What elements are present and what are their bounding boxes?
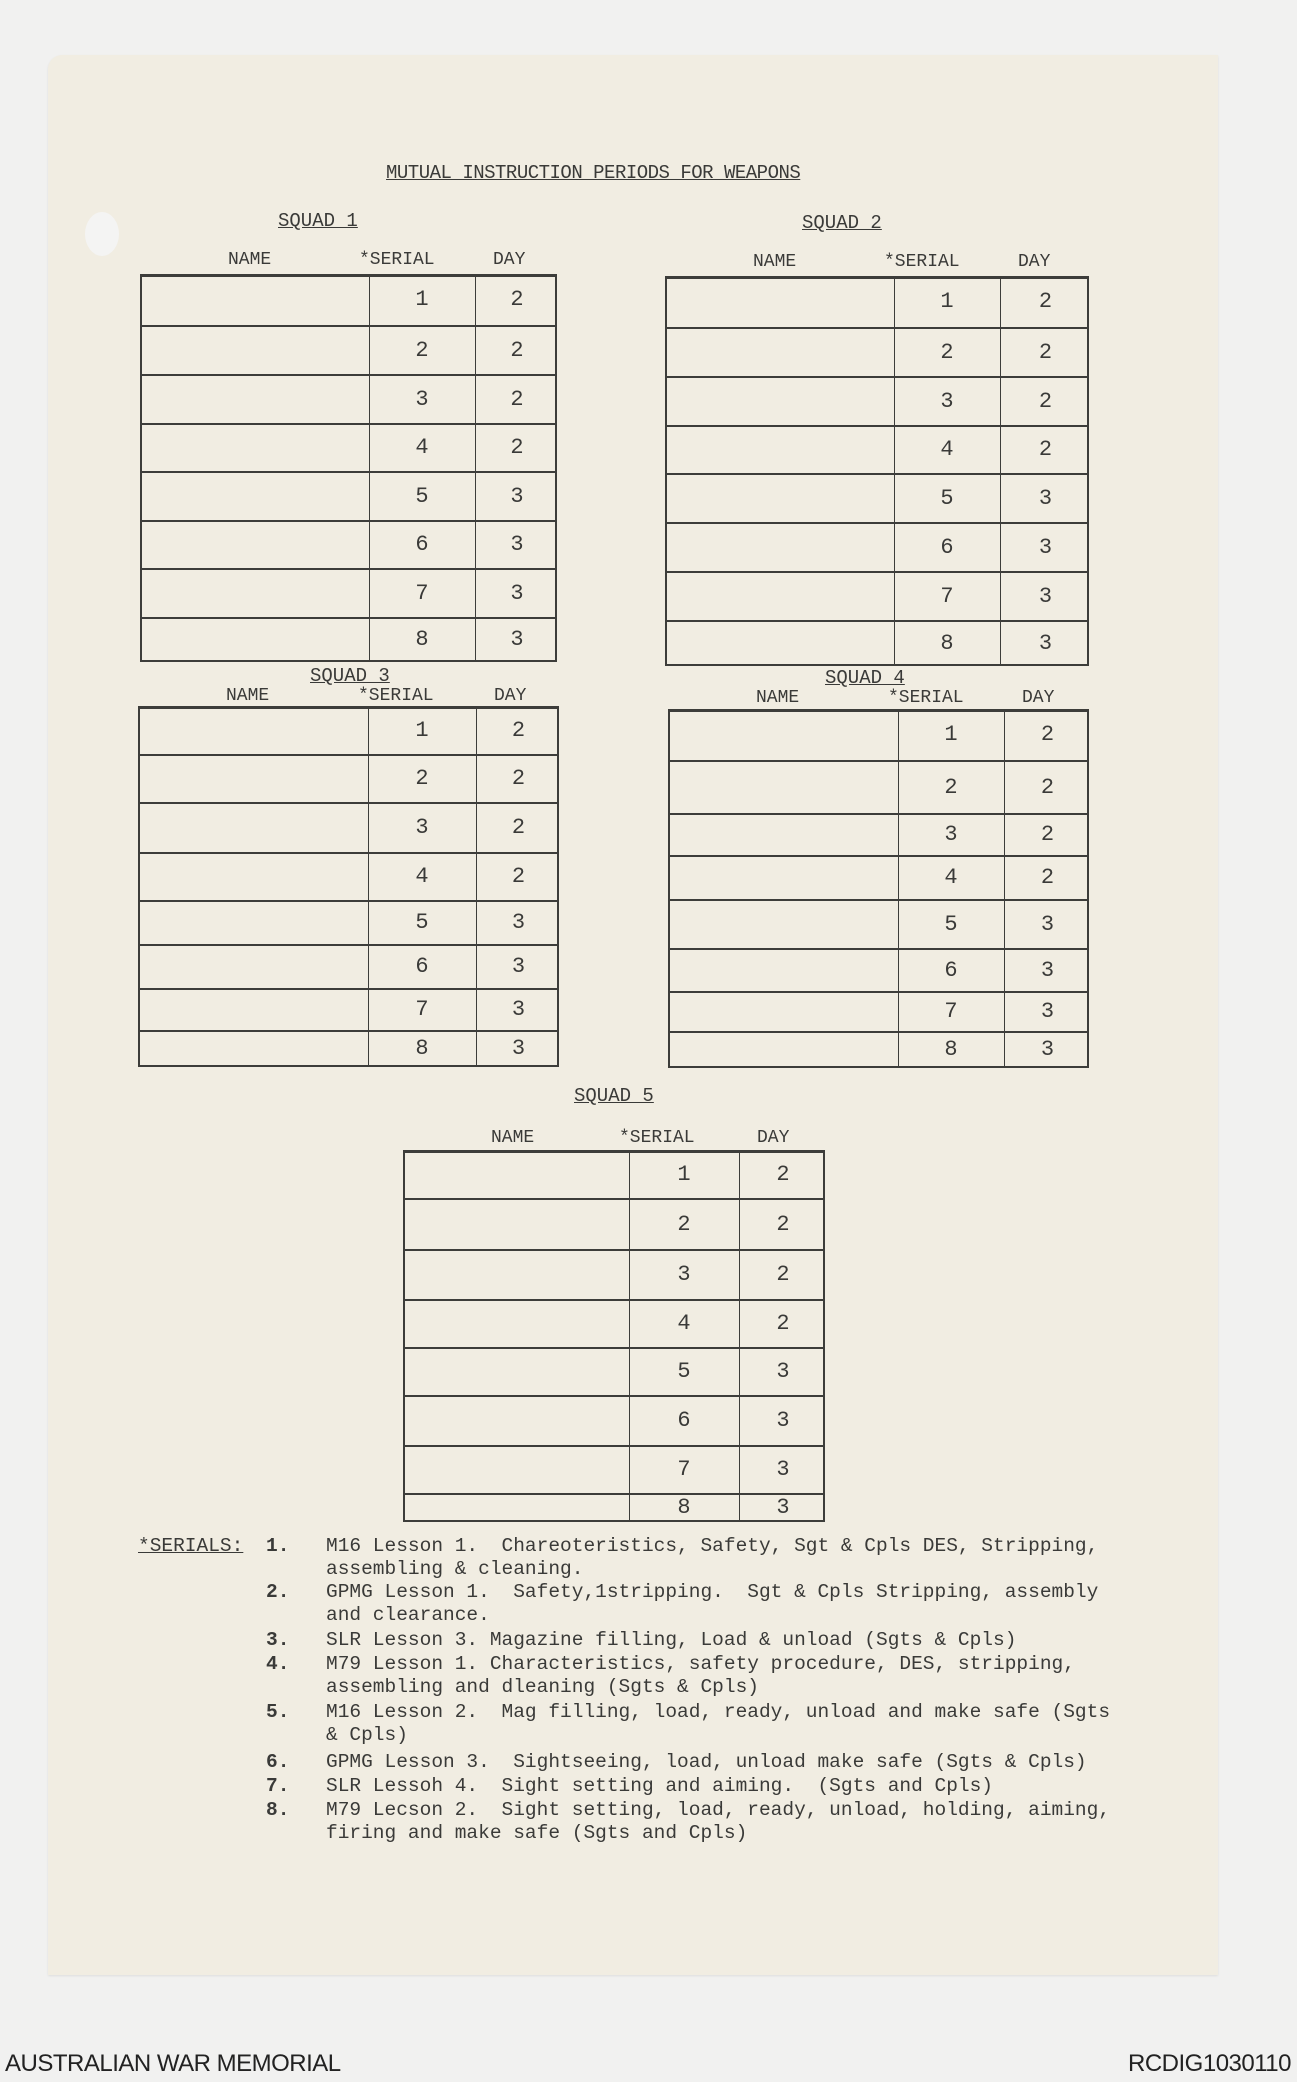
- punch-hole: [85, 212, 119, 256]
- name-cell[interactable]: [667, 573, 894, 622]
- name-cell[interactable]: [140, 756, 368, 804]
- name-cell[interactable]: [142, 522, 369, 570]
- serial-cell: 6: [940, 534, 954, 560]
- serial-description: M79 Lesson 1. Characteristics, safety procedure, DES, stripping, assembling and dleaning (Sgts & Cpls): [326, 1653, 1075, 1698]
- serial-cell: 3: [940, 388, 954, 414]
- day-cell: 3: [511, 910, 526, 935]
- serial-cell: 2: [415, 766, 429, 791]
- day-cell: 3: [776, 1495, 790, 1520]
- table-row: [670, 813, 1087, 857]
- serial-cell: 2: [944, 774, 958, 800]
- column-header-day: DAY: [1018, 252, 1051, 272]
- squad-table: [403, 1150, 825, 1522]
- name-cell[interactable]: [405, 1251, 629, 1301]
- squad-label: SQUAD 1: [278, 210, 358, 232]
- serial-cell: 5: [415, 483, 429, 509]
- table-row: [142, 277, 555, 325]
- footer-institution: AUSTRALIAN WAR MEMORIAL: [5, 2050, 341, 2077]
- serial-cell: 4: [415, 435, 429, 460]
- day-cell: 2: [511, 864, 526, 889]
- day-cell: 2: [510, 287, 524, 312]
- name-cell[interactable]: [142, 619, 369, 663]
- day-cell: 2: [776, 1211, 790, 1237]
- day-cell: 3: [511, 954, 526, 979]
- serial-cell: 6: [677, 1408, 691, 1433]
- name-cell[interactable]: [140, 854, 368, 902]
- serial-cell: 1: [677, 1161, 691, 1187]
- table-row: [405, 1347, 823, 1397]
- day-cell: 3: [510, 483, 524, 509]
- serial-description: M16 Lesson 1. Chareoteristics, Safety, Sgt & Cpls DES, Stripping, assembling & cleaning.: [326, 1535, 1099, 1580]
- name-cell[interactable]: [140, 902, 368, 946]
- day-cell: 2: [510, 435, 524, 460]
- serial-number: 2.: [266, 1581, 290, 1603]
- serial-cell: 4: [677, 1311, 691, 1336]
- day-cell: 2: [511, 815, 526, 840]
- serial-cell: 1: [415, 287, 429, 312]
- table-row: [670, 948, 1087, 993]
- name-cell[interactable]: [142, 376, 369, 425]
- day-cell: 2: [1040, 774, 1055, 800]
- squad-label: SQUAD 2: [802, 212, 882, 234]
- serial-cell: 1: [944, 722, 958, 747]
- column-header-name: NAME: [226, 686, 270, 706]
- serial-cell: 2: [415, 337, 429, 363]
- name-cell[interactable]: [667, 524, 894, 573]
- serial-cell: 7: [677, 1457, 691, 1482]
- name-cell[interactable]: [140, 709, 368, 754]
- serial-cell: 3: [415, 386, 429, 412]
- serial-number: 3.: [266, 1629, 290, 1651]
- serial-cell: 1: [940, 289, 954, 314]
- serial-cell: 8: [415, 627, 429, 652]
- day-cell: 2: [1038, 388, 1053, 414]
- serial-cell: 8: [677, 1495, 691, 1520]
- column-header-name: NAME: [753, 252, 797, 272]
- serial-cell: 1: [415, 717, 429, 743]
- column-header-serial: *SERIAL: [884, 252, 960, 272]
- serial-cell: 5: [677, 1359, 691, 1384]
- table-row: [405, 1445, 823, 1495]
- day-cell: 2: [511, 766, 526, 791]
- serial-cell: 5: [415, 910, 429, 935]
- name-cell[interactable]: [405, 1447, 629, 1495]
- table-row: [140, 852, 557, 902]
- day-cell: 2: [776, 1161, 790, 1187]
- name-cell[interactable]: [667, 279, 894, 327]
- name-cell[interactable]: [140, 946, 368, 990]
- footer-reference: RCDIG1030110: [1128, 2050, 1291, 2077]
- day-cell: 2: [510, 337, 524, 363]
- name-cell[interactable]: [142, 473, 369, 522]
- day-cell: 2: [776, 1262, 790, 1287]
- table-row: [667, 279, 1087, 327]
- table-row: [142, 568, 555, 619]
- day-cell: 3: [510, 532, 524, 557]
- day-cell: 2: [1038, 289, 1053, 314]
- serial-cell: 4: [415, 864, 429, 889]
- serial-description: GPMG Lesson 1. Safety,1stripping. Sgt & Cpls Stripping, assembly and clearance.: [326, 1581, 1099, 1626]
- name-cell[interactable]: [667, 329, 894, 378]
- day-cell: 2: [510, 386, 524, 412]
- name-cell[interactable]: [140, 990, 368, 1032]
- day-cell: 2: [1038, 339, 1053, 365]
- name-cell[interactable]: [405, 1301, 629, 1349]
- serial-number: 4.: [266, 1653, 290, 1675]
- day-cell: 2: [1040, 865, 1055, 890]
- table-row: [142, 374, 555, 425]
- day-cell: 3: [511, 1036, 526, 1061]
- table-row: [670, 991, 1087, 1033]
- serial-cell: 5: [940, 485, 954, 511]
- table-row: [667, 376, 1087, 427]
- day-cell: 2: [1040, 822, 1055, 847]
- table-row: [140, 1030, 557, 1068]
- squad-table: [138, 706, 559, 1067]
- serial-cell: 7: [940, 583, 954, 609]
- table-row: [140, 900, 557, 946]
- day-cell: 3: [510, 580, 524, 606]
- table-row: [667, 425, 1087, 475]
- day-cell: 3: [1038, 630, 1053, 656]
- serial-cell: 4: [944, 865, 958, 890]
- table-row: [140, 988, 557, 1032]
- name-cell[interactable]: [667, 427, 894, 475]
- serial-cell: 6: [415, 532, 429, 557]
- serial-cell: 7: [415, 997, 429, 1022]
- table-row: [670, 899, 1087, 950]
- serial-description: SLR Lesson 3. Magazine filling, Load & unload (Sgts & Cpls): [326, 1629, 1017, 1651]
- day-cell: 3: [1040, 999, 1055, 1024]
- table-row: [405, 1299, 823, 1349]
- column-header-day: DAY: [494, 686, 527, 706]
- name-cell[interactable]: [142, 277, 369, 325]
- serial-number: 1.: [266, 1535, 290, 1557]
- name-cell[interactable]: [405, 1397, 629, 1447]
- column-header-name: NAME: [756, 688, 800, 708]
- day-cell: 3: [1038, 485, 1053, 511]
- name-cell[interactable]: [140, 1032, 368, 1068]
- name-cell[interactable]: [667, 378, 894, 427]
- name-cell[interactable]: [670, 762, 898, 815]
- name-cell[interactable]: [670, 993, 898, 1033]
- table-row: [667, 473, 1087, 524]
- serial-description: M16 Lesson 2. Mag filling, load, ready, unload and make safe (Sgts & Cpls): [326, 1701, 1111, 1746]
- table-row: [667, 571, 1087, 622]
- column-header-serial: *SERIAL: [619, 1128, 695, 1148]
- column-header-serial: *SERIAL: [358, 686, 434, 706]
- day-cell: 3: [776, 1408, 790, 1433]
- column-header-day: DAY: [493, 250, 526, 270]
- serial-cell: 3: [677, 1262, 691, 1287]
- name-cell[interactable]: [140, 804, 368, 854]
- squad-label: SQUAD 4: [825, 667, 905, 689]
- document-title: MUTUAL INSTRUCTION PERIODS FOR WEAPONS: [386, 162, 801, 184]
- serial-number: 8.: [266, 1799, 290, 1821]
- table-row: [670, 712, 1087, 760]
- serial-number: 7.: [266, 1775, 290, 1797]
- column-header-name: NAME: [228, 250, 272, 270]
- table-row: [140, 944, 557, 990]
- day-cell: 3: [776, 1359, 790, 1384]
- serial-cell: 4: [940, 437, 954, 462]
- squad-table: [668, 709, 1089, 1068]
- serials-label: *SERIALS:: [138, 1535, 244, 1557]
- table-row: [142, 471, 555, 522]
- day-cell: 3: [1040, 911, 1055, 937]
- day-cell: 2: [511, 717, 526, 743]
- name-cell[interactable]: [405, 1200, 629, 1251]
- name-cell[interactable]: [670, 1033, 898, 1069]
- serial-number: 6.: [266, 1751, 290, 1773]
- day-cell: 2: [776, 1311, 790, 1336]
- table-row: [670, 855, 1087, 901]
- serial-number: 5.: [266, 1701, 290, 1723]
- day-cell: 3: [511, 997, 526, 1022]
- column-header-serial: *SERIAL: [888, 688, 964, 708]
- table-row: [142, 423, 555, 473]
- day-cell: 3: [1038, 534, 1053, 560]
- day-cell: 2: [1038, 437, 1053, 462]
- serial-cell: 5: [944, 911, 958, 937]
- column-header-day: DAY: [1022, 688, 1055, 708]
- serial-cell: 8: [415, 1036, 429, 1061]
- serial-cell: 8: [944, 1037, 958, 1062]
- name-cell[interactable]: [670, 950, 898, 993]
- table-row: [405, 1395, 823, 1447]
- day-cell: 2: [1040, 722, 1055, 747]
- table-row: [405, 1249, 823, 1301]
- name-cell[interactable]: [405, 1153, 629, 1198]
- column-header-serial: *SERIAL: [359, 250, 435, 270]
- day-cell: 3: [1038, 583, 1053, 609]
- table-row: [140, 754, 557, 804]
- table-row: [405, 1493, 823, 1523]
- table-row: [142, 325, 555, 376]
- name-cell[interactable]: [142, 425, 369, 473]
- name-cell[interactable]: [670, 815, 898, 857]
- name-cell[interactable]: [670, 857, 898, 901]
- table-row: [142, 617, 555, 663]
- serial-cell: 7: [944, 999, 958, 1024]
- name-cell[interactable]: [667, 622, 894, 667]
- serial-cell: 6: [944, 957, 958, 983]
- table-row: [405, 1153, 823, 1198]
- serial-cell: 2: [677, 1211, 691, 1237]
- name-cell[interactable]: [667, 475, 894, 524]
- table-row: [142, 520, 555, 570]
- serial-cell: 8: [940, 630, 954, 656]
- squad-label: SQUAD 5: [574, 1085, 654, 1107]
- day-cell: 3: [1040, 957, 1055, 983]
- serial-cell: 3: [944, 822, 958, 847]
- name-cell[interactable]: [405, 1349, 629, 1397]
- day-cell: 3: [776, 1457, 790, 1482]
- table-row: [670, 1031, 1087, 1069]
- serial-cell: 6: [415, 954, 429, 979]
- day-cell: 3: [1040, 1037, 1055, 1062]
- serial-description: SLR Lessoh 4. Sight setting and aiming. (Sgts and Cpls): [326, 1775, 994, 1797]
- table-row: [667, 522, 1087, 573]
- name-cell[interactable]: [405, 1495, 629, 1523]
- column-header-day: DAY: [757, 1128, 790, 1148]
- serial-cell: 2: [940, 339, 954, 365]
- squad-label: SQUAD 3: [310, 665, 390, 687]
- serial-description: M79 Lecson 2. Sight setting, load, ready, unload, holding, aiming, firing and make safe (Sgts and Cpls): [326, 1799, 1111, 1844]
- squad-table: [140, 274, 557, 662]
- table-row: [140, 802, 557, 854]
- table-row: [670, 760, 1087, 815]
- serial-cell: 7: [415, 580, 429, 606]
- column-header-name: NAME: [491, 1128, 535, 1148]
- day-cell: 3: [510, 627, 524, 652]
- serial-description: GPMG Lesson 3. Sightseeing, load, unload make safe (Sgts & Cpls): [326, 1751, 1087, 1773]
- table-row: [140, 709, 557, 754]
- name-cell[interactable]: [142, 570, 369, 619]
- name-cell[interactable]: [670, 712, 898, 760]
- table-row: [667, 327, 1087, 378]
- name-cell[interactable]: [670, 901, 898, 950]
- squad-table: [665, 276, 1089, 666]
- table-row: [667, 620, 1087, 667]
- name-cell[interactable]: [142, 327, 369, 376]
- table-row: [405, 1198, 823, 1251]
- serial-cell: 3: [415, 815, 429, 840]
